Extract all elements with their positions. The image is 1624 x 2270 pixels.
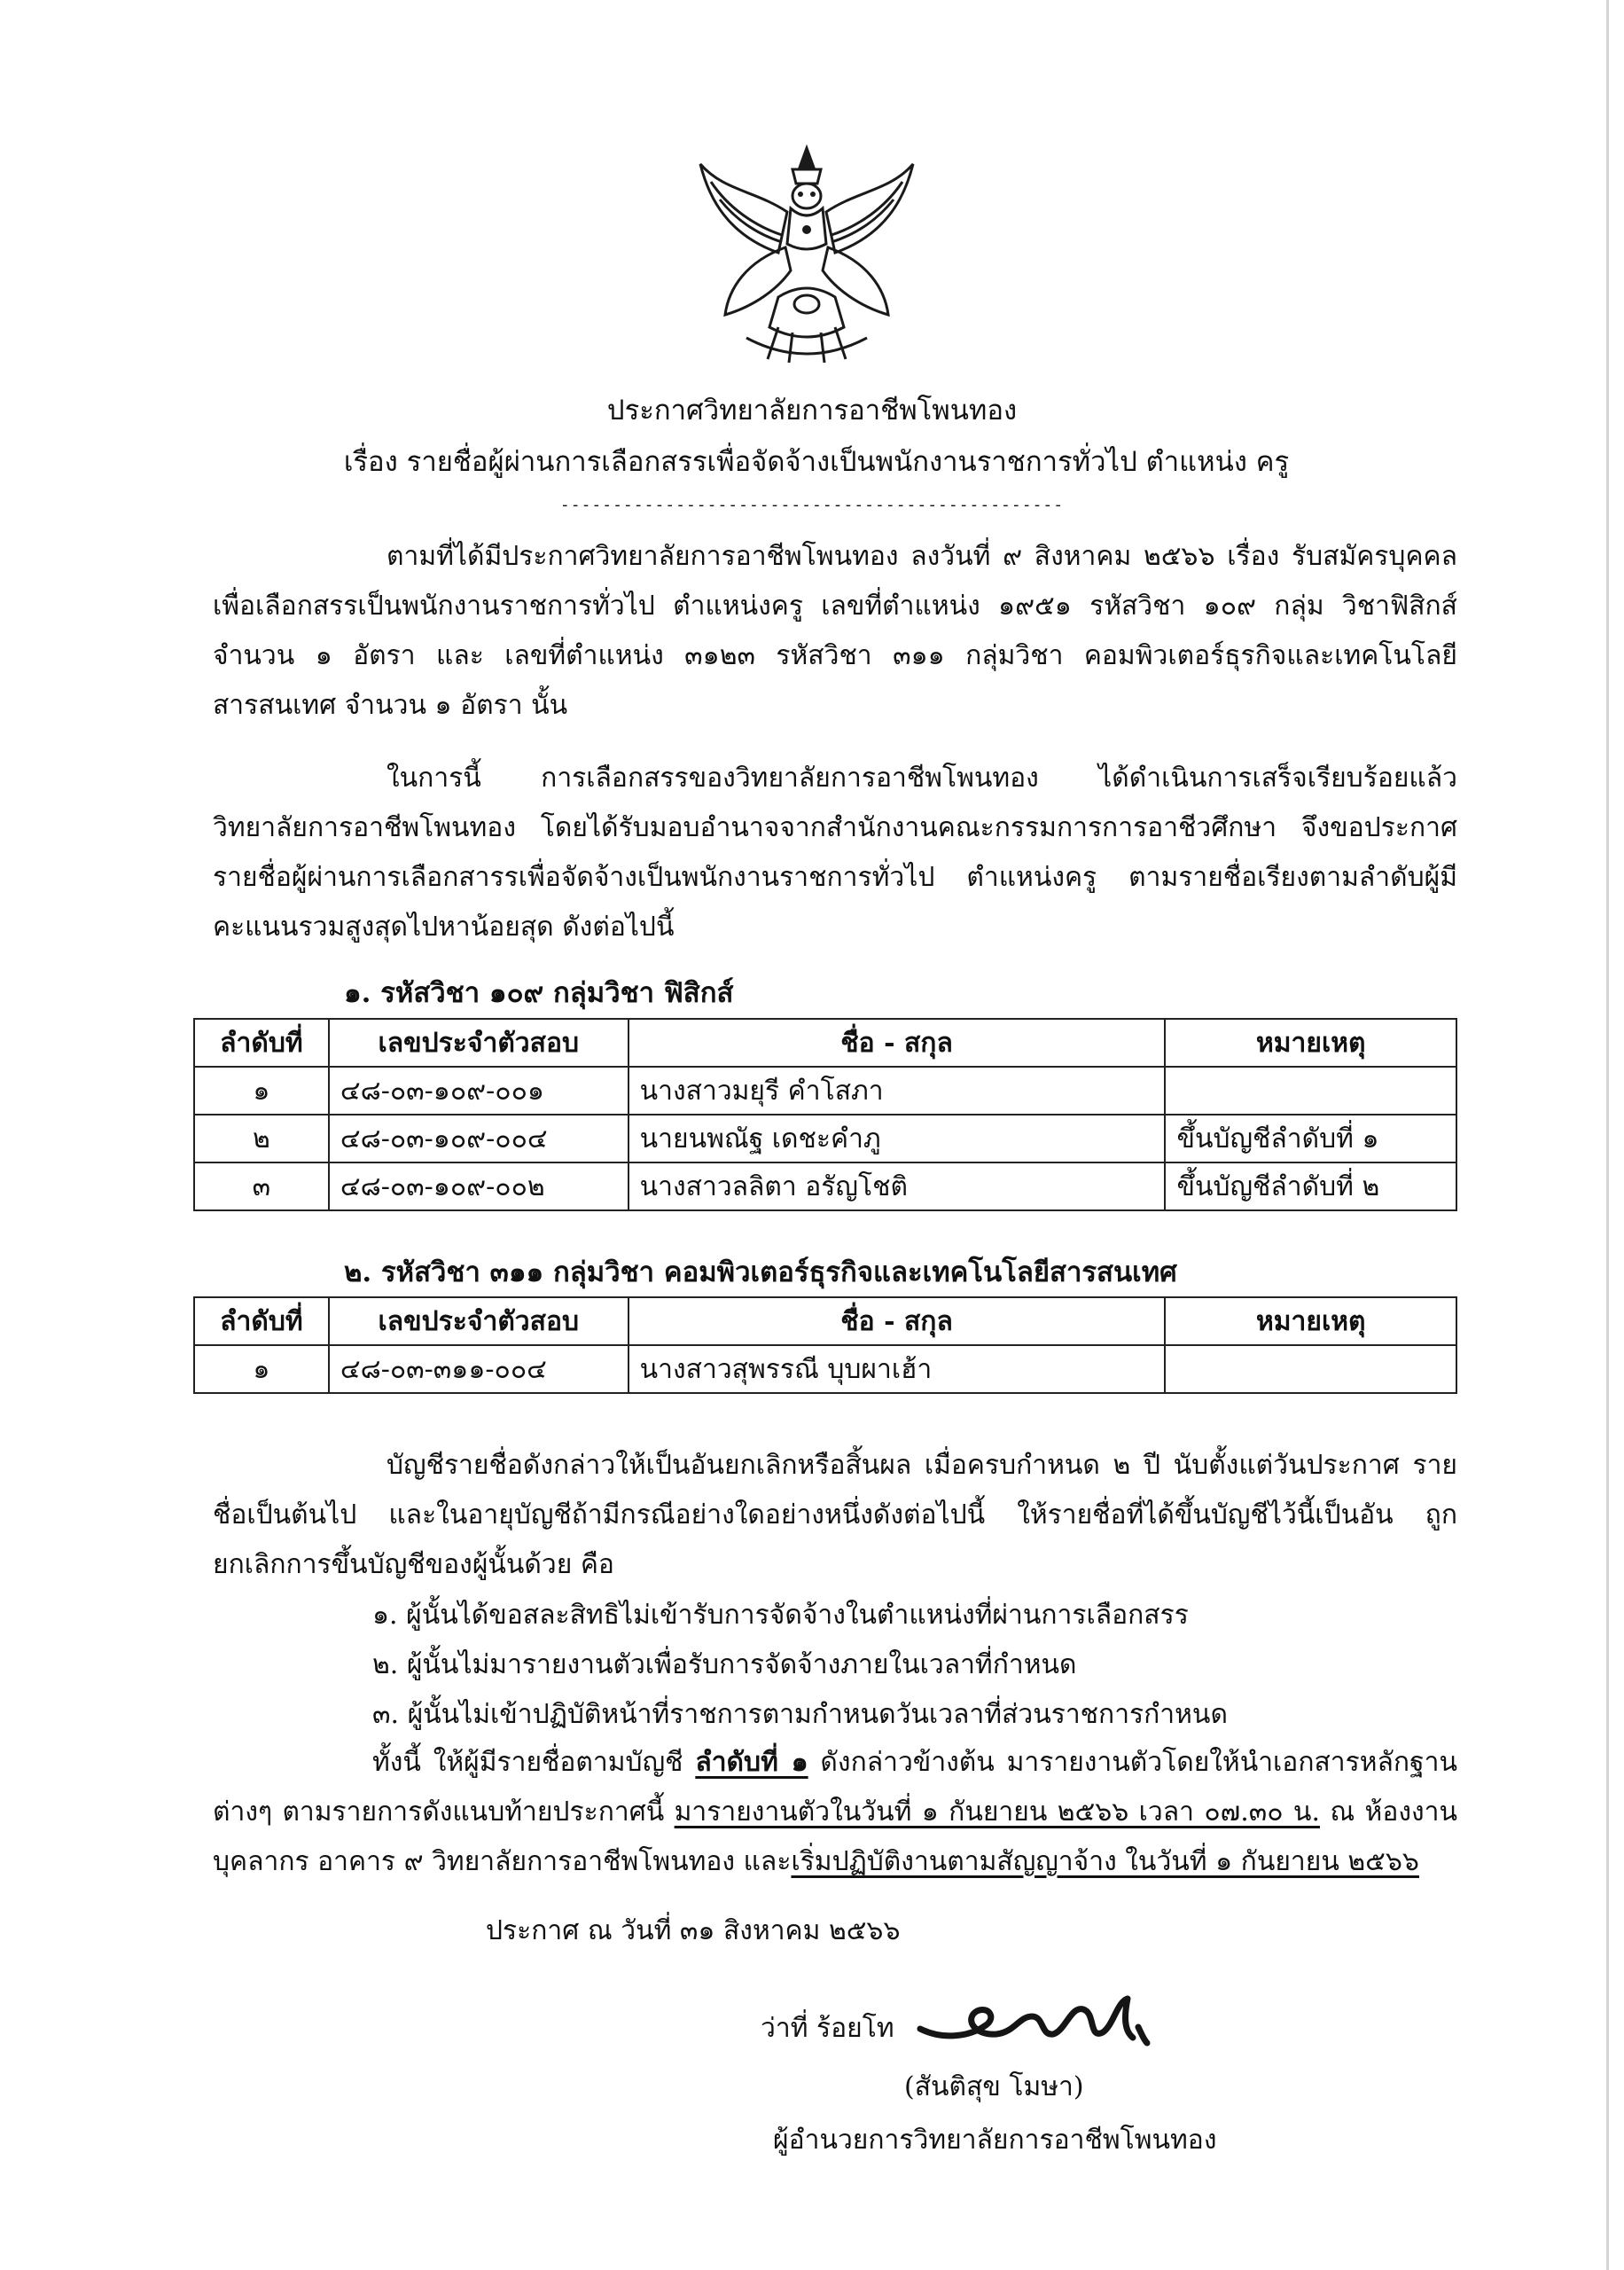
- cell-name: นายนพณัฐ เดชะคำภู: [629, 1115, 1166, 1162]
- section2-heading: ๒. รหัสวิชา ๓๑๑ กลุ่มวิชา คอมพิวเตอร์ธุรกิจและเทคโนโลยีสารสนเทศ: [344, 1256, 1177, 1288]
- cell-name: นางสาวมยุรี คำโสภา: [629, 1067, 1166, 1115]
- announcement-title: ประกาศวิทยาลัยการอาชีพโพนทอง: [606, 395, 1018, 427]
- cell-exam-id: ๔๘-๐๓-๓๑๑-๐๐๔: [329, 1345, 629, 1393]
- validity-paragraph: บัญชีรายชื่อดังกล่าวให้เป็นอันยกเลิกหรือสิ้นผล เมื่อครบกำหนด ๒ ปี นับตั้งแต่วันประกาศ รายชื่อเป็นต้นไป และในอายุบัญชีถ้ามีกรณีอย่างใดอย่างหนึ่งดังต่อไปนี้ ให้รายชื่อที่ได้ขึ้นบัญชีไว้นี้เป็นอัน ถูกยกเลิกการขึ้นบัญชีของผู้นั้นด้วย คือ: [213, 1450, 1457, 1580]
- cell-exam-id: ๔๘-๐๓-๑๐๙-๐๐๔: [329, 1115, 629, 1162]
- table-header-row: [194, 1019, 1456, 1067]
- report-instructions-paragraph: [213, 1738, 1457, 1887]
- cell-remark: [1165, 1345, 1456, 1393]
- header-separator: ------------------------------------------------: [559, 496, 1065, 514]
- intro-paragraph: ตามที่ได้มีประกาศวิทยาลัยการอาชีพโพนทอง ลงวันที่ ๙ สิงหาคม ๒๕๖๖ เรื่อง รับสมัครบุคคล เพื่อเลือกสรรเป็นพนักงานราชการทั่วไป ตำแหน่งครู เลขที่ตำแหน่ง ๑๙๕๑ รหัสวิชา ๑๐๙ กลุ่ม วิชาฟิสิกส์ จำนวน ๑ อัตรา และ เลขที่ตำแหน่ง ๓๑๒๓ รหัสวิชา ๓๑๑ กลุ่มวิชา คอมพิวเตอร์ธุรกิจและเทคโนโลยีสารสนเทศ จำนวน ๑ อัตรา นั้น: [213, 541, 1457, 721]
- signer-name: (สันติสุข โมษา): [904, 2071, 1084, 2102]
- header-remark: หมายเหตุ: [1165, 1297, 1456, 1345]
- table-row: [194, 1345, 1456, 1393]
- announcement-header: [0, 385, 1624, 523]
- start-work-date: เริ่มปฏิบัติงานตามสัญญาจ้าง ในวันที่ ๑ กันยายน ๒๕๖๖: [791, 1846, 1419, 1877]
- signer-position: ผู้อำนวยการวิทยาลัยการอาชีพโพนทอง: [773, 2125, 1217, 2156]
- cell-remark: ขึ้นบัญชีลำดับที่ ๒: [1165, 1162, 1456, 1210]
- cell-name: นางสาวสุพรรณี บุบผาเฮ้า: [629, 1345, 1166, 1393]
- header-exam-id: เลขประจำตัวสอบ: [329, 1297, 629, 1345]
- selection-paragraph: ในการนี้ การเลือกสรรของวิทยาลัยการอาชีพโพนทอง ได้ดำเนินการเสร็จเรียบร้อยแล้ว วิทยาลัยการอาชีพโพนทอง โดยได้รับมอบอำนาจจากสำนักงานคณะกรรมการการอาชีวศึกษา จึงขอประกาศ รายชื่อผู้ผ่านการเลือกสารรเพื่อจัดจ้างเป็นพนักงานราชการทั่วไป ตำแหน่งครู ตามรายชื่อเรียงตามลำดับผู้มี คะแนนรวมสูงสุดไปหาน้อยสุด ดังต่อไปนี้: [213, 763, 1457, 943]
- table-row: [194, 1162, 1456, 1210]
- signer-rank: ว่าที่ ร้อยโท: [761, 2013, 894, 2044]
- table-row: [194, 1067, 1456, 1115]
- cell-no: ๑: [194, 1345, 329, 1393]
- report-text-a: ทั้งนี้ ให้ผู้มีรายชื่อตามบัญชี: [372, 1747, 696, 1778]
- table-header-row: [194, 1297, 1456, 1345]
- cell-exam-id: ๔๘-๐๓-๑๐๙-๐๐๑: [329, 1067, 629, 1115]
- header-name: ชื่อ - สกุล: [629, 1297, 1166, 1345]
- condition-item-3: ๓. ผู้นั้นไม่เข้าปฏิบัติหน้าที่ราชการตามกำหนดวันเวลาที่ส่วนราชการกำหนด: [372, 1699, 1228, 1730]
- cell-no: ๒: [194, 1115, 329, 1162]
- report-date: มารายงานตัวในวันที่ ๑ กันยายน ๒๕๖๖ เวลา ๐๗.๓๐ น.: [674, 1796, 1320, 1828]
- header-name: ชื่อ - สกุล: [629, 1019, 1166, 1067]
- cell-remark: ขึ้นบัญชีลำดับที่ ๑: [1165, 1115, 1456, 1162]
- header-remark: หมายเหตุ: [1165, 1019, 1456, 1067]
- garuda-emblem-icon: [693, 137, 920, 370]
- announcement-subject: เรื่อง รายชื่อผู้ผ่านการเลือกสรรเพื่อจัดจ้างเป็นพนักงานราชการทั่วไป ตำแหน่ง ครู: [343, 446, 1290, 478]
- header-exam-id: เลขประจำตัวสอบ: [329, 1019, 629, 1067]
- handwritten-signature: [915, 1986, 1154, 2057]
- report-text-c: ดังกล่าวข้างต้น มารายงานตัวโดยให้นำเอกสารหลักฐาน ต่างๆ ตามรายการดังแนบท้ายประกาศนี้: [213, 1747, 1457, 1828]
- section2-table: [193, 1296, 1457, 1394]
- header-no: ลำดับที่: [194, 1019, 329, 1067]
- table-row: [194, 1115, 1456, 1162]
- section1-heading: ๑. รหัสวิชา ๑๐๙ กลุ่มวิชา ฟิสิกส์: [344, 977, 734, 1009]
- cell-exam-id: ๔๘-๐๓-๑๐๙-๐๐๒: [329, 1162, 629, 1210]
- cell-remark: [1165, 1067, 1456, 1115]
- page-edge-shadow: [1606, 0, 1609, 2270]
- condition-item-1: ๑. ผู้นั้นได้ขอสละสิทธิไม่เข้ารับการจัดจ้างในตำแหน่งที่ผ่านการเลือกสรร: [372, 1600, 1189, 1631]
- announcement-date: ประกาศ ณ วันที่ ๓๑ สิงหาคม ๒๕๖๖: [486, 1915, 901, 1946]
- cell-name: นางสาวลลิตา อรัญโชติ: [629, 1162, 1166, 1210]
- cell-no: ๑: [194, 1067, 329, 1115]
- section1-table: [193, 1018, 1457, 1211]
- report-text-e: ณ ห้องงาน บุคลากร อาคาร ๙ วิทยาลัยการอาชีพโพนทอง และ: [213, 1796, 1457, 1877]
- report-rank: ลำดับที่ ๑: [695, 1747, 808, 1778]
- condition-item-2: ๒. ผู้นั้นไม่มารายงานตัวเพื่อรับการจัดจ้างภายในเวลาที่กำหนด: [372, 1649, 1077, 1680]
- cell-no: ๓: [194, 1162, 329, 1210]
- header-no: ลำดับที่: [194, 1297, 329, 1345]
